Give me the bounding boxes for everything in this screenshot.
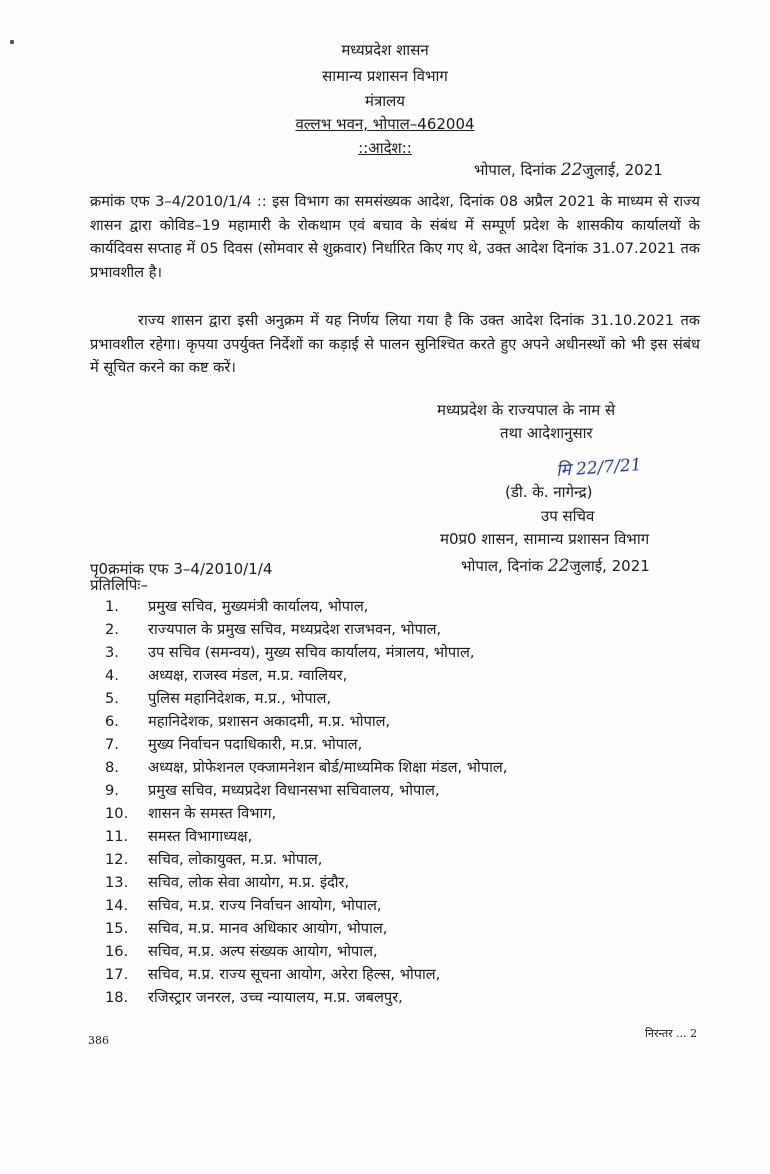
- copy-list-item: [105, 918, 507, 941]
- copy-list-text: प्रमुख सचिव, मध्यप्रदेश विधानसभा सचिवालय, भोपाल,: [148, 782, 440, 799]
- endorsement-date: [461, 556, 650, 576]
- copy-list-item: [105, 665, 507, 688]
- copy-list-number: 4.: [105, 667, 119, 684]
- copy-list-text: पुलिस महानिदेशक, म.प्र., भोपाल,: [148, 690, 331, 707]
- signature-order-line: तथा आदेशानुसार: [500, 424, 593, 442]
- copy-list-text: सचिव, लोकायुक्त, म.प्र. भोपाल,: [148, 851, 323, 868]
- order-title: ::आदेश::: [358, 139, 412, 157]
- copy-list-item: [105, 826, 507, 849]
- endorsement-ref: पृ0क्रमांक एफ 3–4/2010/1/4: [90, 560, 273, 578]
- copy-list-item: [105, 780, 507, 803]
- copy-list-item: [105, 711, 507, 734]
- header-ministry: मंत्रालय: [364, 92, 405, 110]
- copy-list-item: [105, 803, 507, 826]
- page-number: 386: [88, 1034, 109, 1047]
- handwritten-signature: मि 22/7/21: [555, 455, 643, 481]
- copy-list-item: [105, 987, 507, 1010]
- endorsement-day-handwritten: 22: [547, 556, 570, 576]
- copy-list-item: [105, 642, 507, 665]
- copy-list-item: [105, 619, 507, 642]
- order-paragraph-2: राज्य शासन द्वारा इसी अनुक्रम में यह निर्णय लिया गया है कि उक्त आदेश दिनांक 31.10.2021 तक प्रभावशील रहेगा। कृपया उपर्युक्त निर्देशों का कड़ाई से पालन सुनिश्चित करते हुए अपने अधीनस्थों को भी इस संबंध में सूचित करने का कष्ट करें।: [90, 312, 700, 376]
- copy-list-number: 17.: [105, 966, 129, 983]
- copy-list-text: समस्त विभागाध्यक्ष,: [148, 828, 253, 845]
- copy-list-number: 10.: [105, 805, 129, 822]
- date-day-handwritten: 22: [560, 160, 583, 180]
- copy-list-text: प्रमुख सचिव, मुख्यमंत्री कार्यालय, भोपाल,: [148, 598, 369, 615]
- copy-list-text: रजिस्ट्रार जनरल, उच्च न्यायालय, म.प्र. जबलपुर,: [148, 989, 403, 1006]
- copy-list-text: सचिव, म.प्र. मानव अधिकार आयोग, भोपाल,: [148, 920, 388, 937]
- copy-list-number: 3.: [105, 644, 119, 661]
- copy-list-text: शासन के समस्त विभाग,: [148, 805, 277, 822]
- order-paragraph-1: क्रमांक एफ 3–4/2010/1/4 :: इस विभाग का समसंख्यक आदेश, दिनांक 08 अप्रैल 2021 के माध्यम से राज्य शासन द्वारा कोविड–19 महामारी के रोकथाम एवं बचाव के संबंध में सम्पूर्ण प्रदेश के शासकीय कार्यालयों के कार्यदिवस सप्ताह में 05 दिवस (सोमवार से शुक्रवार) निर्धारित किए गए थे, उक्त आदेश दिनांक 31.07.2021 तक प्रभावशील है।: [90, 193, 700, 281]
- copy-list-text: सचिव, म.प्र. राज्य सूचना आयोग, अरेरा हिल्स, भोपाल,: [148, 966, 441, 983]
- copy-list-item: [105, 872, 507, 895]
- copy-list-number: 6.: [105, 713, 119, 730]
- endorsement-date-prefix: भोपाल, दिनांक: [461, 557, 544, 575]
- copy-list-text: सचिव, म.प्र. राज्य निर्वाचन आयोग, भोपाल,: [148, 897, 382, 914]
- copy-list-text: अध्यक्ष, राजस्व मंडल, म.प्र. ग्वालियर,: [148, 667, 348, 684]
- copy-list-number: 2.: [105, 621, 119, 638]
- copy-list-number: 18.: [105, 989, 129, 1006]
- copy-recipient-list: [105, 596, 507, 1010]
- copy-list-number: 8.: [105, 759, 119, 776]
- copy-list-number: 14.: [105, 897, 129, 914]
- copy-list-text: राज्यपाल के प्रमुख सचिव, मध्यप्रदेश राजभवन, भोपाल,: [148, 621, 442, 638]
- copy-list-item: [105, 895, 507, 918]
- copy-list-item: [105, 757, 507, 780]
- copy-list-text: मुख्य निर्वाचन पदाधिकारी, म.प्र. भोपाल,: [148, 736, 363, 753]
- copy-list-text: अध्यक्ष, प्रोफेशनल एक्जामनेशन बोर्ड/माध्यमिक शिक्षा मंडल, भोपाल,: [148, 759, 508, 776]
- copy-list-number: 12.: [105, 851, 129, 868]
- header-government: मध्यप्रदेश शासन: [341, 41, 429, 59]
- copy-list-number: 9.: [105, 782, 119, 799]
- copy-list-number: 13.: [105, 874, 129, 891]
- continued-note: निरन्तर ... 2: [645, 1027, 698, 1040]
- copy-list-item: [105, 596, 507, 619]
- copy-list-text: सचिव, म.प्र. अल्प संख्यक आयोग, भोपाल,: [148, 943, 378, 960]
- order-date: [474, 160, 663, 180]
- copy-list-number: 7.: [105, 736, 119, 753]
- copy-list-number: 16.: [105, 943, 129, 960]
- copy-list-item: [105, 941, 507, 964]
- copy-list-number: 1.: [105, 598, 119, 615]
- copy-list-text: उप सचिव (समन्वय), मुख्य सचिव कार्यालय, मंत्रालय, भोपाल,: [148, 644, 475, 661]
- signatory-name: (डी. के. नागेन्द्र): [505, 483, 593, 501]
- copy-list-number: 15.: [105, 920, 129, 937]
- header-address: वल्लभ भवन, भोपाल–462004: [295, 115, 475, 133]
- copy-label: प्रतिलिपिः–: [90, 576, 148, 594]
- date-suffix: जुलाई, 2021: [582, 161, 663, 179]
- copy-list-item: [105, 688, 507, 711]
- copy-list-item: [105, 849, 507, 872]
- copy-list-item: [105, 964, 507, 987]
- endorsement-date-suffix: जुलाई, 2021: [569, 557, 650, 575]
- header-department: सामान्य प्रशासन विभाग: [322, 67, 448, 85]
- copy-list-text: महानिदेशक, प्रशासन अकादमी, म.प्र. भोपाल,: [148, 713, 391, 730]
- copy-list-number: 5.: [105, 690, 119, 707]
- copy-list-item: [105, 734, 507, 757]
- signatory-designation: उप सचिव: [541, 507, 595, 525]
- signatory-department: म0प्र0 शासन, सामान्य प्रशासन विभाग: [440, 530, 650, 548]
- copy-list-number: 11.: [105, 828, 129, 845]
- copy-list-text: सचिव, लोक सेवा आयोग, म.प्र. इंदौर,: [148, 874, 350, 891]
- date-prefix: भोपाल, दिनांक: [474, 161, 557, 179]
- signature-authority-line: मध्यप्रदेश के राज्यपाल के नाम से: [437, 401, 616, 419]
